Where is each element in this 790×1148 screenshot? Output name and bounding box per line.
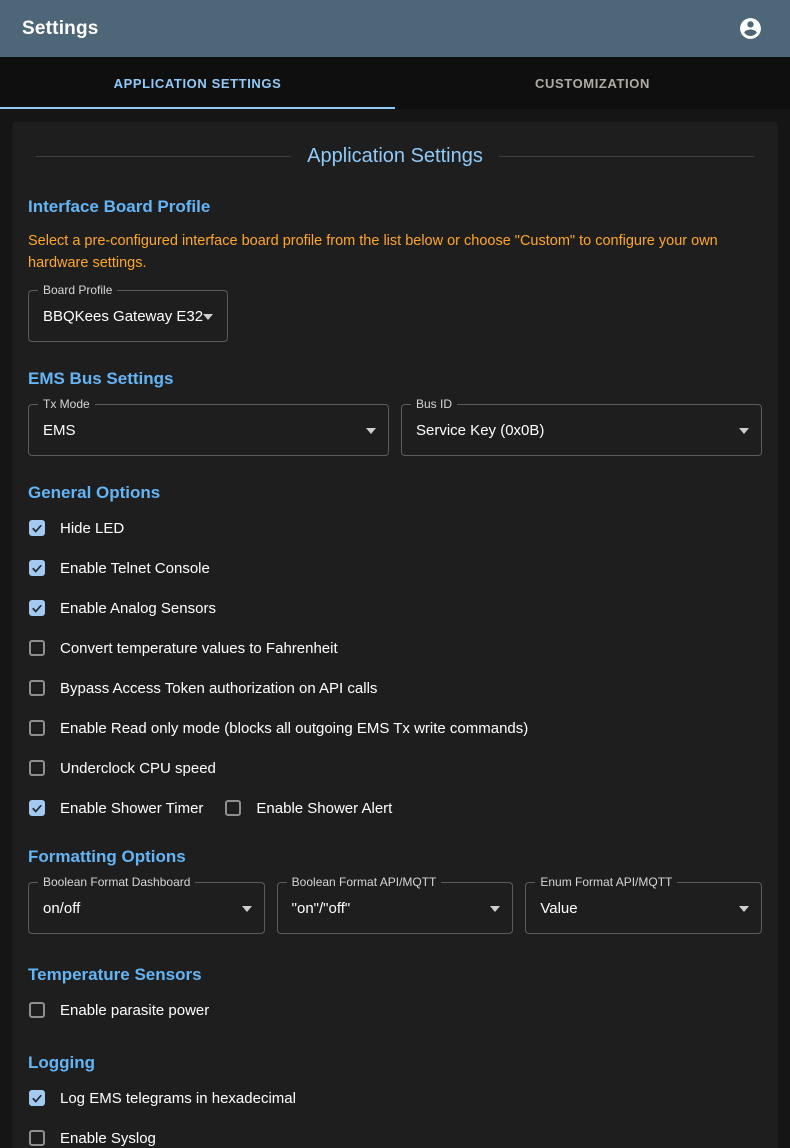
boolean-format-dashboard-label: Boolean Format Dashboard xyxy=(38,875,195,890)
option-row-parasite-power xyxy=(28,998,762,1022)
check-icon xyxy=(31,601,43,616)
card-title-divider xyxy=(36,142,754,170)
boolean-format-api-value: "on"/"off" xyxy=(291,899,351,917)
page-title: Settings xyxy=(22,17,99,39)
section-heading-formatting-options: Formatting Options xyxy=(28,847,186,866)
bus-id-select-value: Service Key (0x0B) xyxy=(416,421,545,439)
check-icon xyxy=(31,1091,43,1106)
section-heading-general-options: General Options xyxy=(28,483,161,502)
bus-id-select-label: Bus ID xyxy=(411,397,457,412)
section-heading-logging: Logging xyxy=(28,1053,96,1072)
check-icon xyxy=(31,801,43,816)
tab-customization[interactable] xyxy=(395,57,790,109)
checkbox-analog-sensors[interactable] xyxy=(29,600,45,616)
checkbox-bypass-token[interactable] xyxy=(29,680,45,696)
option-row-syslog xyxy=(28,1126,762,1148)
divider-line xyxy=(36,156,291,157)
tab-label: CUSTOMIZATION xyxy=(535,75,650,91)
option-row-bypass-token xyxy=(28,676,762,700)
account-button[interactable] xyxy=(732,11,768,47)
section-heading-ems-bus-settings: EMS Bus Settings xyxy=(28,369,174,388)
enum-format-api-label: Enum Format API/MQTT xyxy=(535,875,677,890)
account-circle-icon xyxy=(738,16,763,41)
dropdown-arrow-icon xyxy=(242,906,252,912)
option-row-telnet xyxy=(28,556,762,580)
section-heading-temperature-sensors: Temperature Sensors xyxy=(28,965,202,984)
tab-label: APPLICATION SETTINGS xyxy=(113,75,282,91)
checkbox-log-hex[interactable] xyxy=(29,1090,45,1106)
option-label: Enable Shower Timer xyxy=(60,799,204,817)
dropdown-arrow-icon xyxy=(203,314,213,320)
tab-bar xyxy=(0,57,790,109)
option-label: Enable Read only mode (blocks all outgoing EMS Tx write commands) xyxy=(60,719,529,737)
formatting-select-row xyxy=(28,875,762,934)
option-label: Hide LED xyxy=(60,519,125,537)
dropdown-arrow-icon xyxy=(739,428,749,434)
tx-mode-select[interactable] xyxy=(28,397,389,456)
option-label: Bypass Access Token authorization on API calls xyxy=(60,679,378,697)
option-label: Enable Shower Alert xyxy=(256,799,393,817)
tab-application-settings[interactable] xyxy=(0,57,395,109)
checkbox-telnet[interactable] xyxy=(29,560,45,576)
checkbox-shower-alert[interactable] xyxy=(225,800,241,816)
active-tab-indicator xyxy=(0,107,395,109)
app-header xyxy=(0,0,790,57)
option-shower-timer xyxy=(29,800,203,817)
content-area xyxy=(0,109,790,1148)
bus-id-select[interactable] xyxy=(401,397,762,456)
check-icon xyxy=(31,561,43,576)
option-label: Enable parasite power xyxy=(60,1001,210,1019)
settings-card xyxy=(12,122,778,1148)
card-title: Application Settings xyxy=(307,145,483,167)
boolean-format-dashboard-value: on/off xyxy=(43,899,81,917)
section-heading-interface-board-profile: Interface Board Profile xyxy=(28,197,211,216)
option-label: Underclock CPU speed xyxy=(60,759,216,777)
option-row-read-only xyxy=(28,716,762,740)
board-profile-select-value: BBQKees Gateway E32 xyxy=(43,307,204,325)
boolean-format-api-select[interactable] xyxy=(277,875,514,934)
dropdown-arrow-icon xyxy=(490,906,500,912)
divider-line xyxy=(499,156,754,157)
checkbox-parasite-power[interactable] xyxy=(29,1002,45,1018)
option-row-underclock xyxy=(28,756,762,780)
board-profile-select-label: Board Profile xyxy=(38,283,117,298)
ems-bus-select-row xyxy=(28,397,762,456)
option-row-analog-sensors xyxy=(28,596,762,620)
option-row-fahrenheit xyxy=(28,636,762,660)
enum-format-api-select[interactable] xyxy=(525,875,762,934)
option-label: Log EMS telegrams in hexadecimal xyxy=(60,1089,296,1107)
option-shower-alert xyxy=(225,800,392,817)
tx-mode-select-label: Tx Mode xyxy=(38,397,95,412)
tx-mode-select-value: EMS xyxy=(43,421,76,439)
checkbox-fahrenheit[interactable] xyxy=(29,640,45,656)
dropdown-arrow-icon xyxy=(366,428,376,434)
option-row-log-hex xyxy=(28,1086,762,1110)
checkbox-hide-led[interactable] xyxy=(29,520,45,536)
boolean-format-api-label: Boolean Format API/MQTT xyxy=(287,875,442,890)
checkbox-read-only[interactable] xyxy=(29,720,45,736)
option-row-shower xyxy=(28,796,762,820)
checkbox-syslog[interactable] xyxy=(29,1130,45,1146)
check-icon xyxy=(31,521,43,536)
option-label: Convert temperature values to Fahrenheit xyxy=(60,639,338,657)
option-label: Enable Syslog xyxy=(60,1129,156,1147)
option-label: Enable Analog Sensors xyxy=(60,599,216,617)
board-profile-description: Select a pre-configured interface board profile from the list below or choose "Custom" to configure your own hardware settings. xyxy=(28,233,718,271)
option-row-hide-led xyxy=(28,516,762,540)
dropdown-arrow-icon xyxy=(739,906,749,912)
enum-format-api-value: Value xyxy=(540,899,578,917)
checkbox-underclock[interactable] xyxy=(29,760,45,776)
checkbox-shower-timer[interactable] xyxy=(29,800,45,816)
option-label: Enable Telnet Console xyxy=(60,559,210,577)
board-profile-select[interactable] xyxy=(28,283,228,342)
boolean-format-dashboard-select[interactable] xyxy=(28,875,265,934)
